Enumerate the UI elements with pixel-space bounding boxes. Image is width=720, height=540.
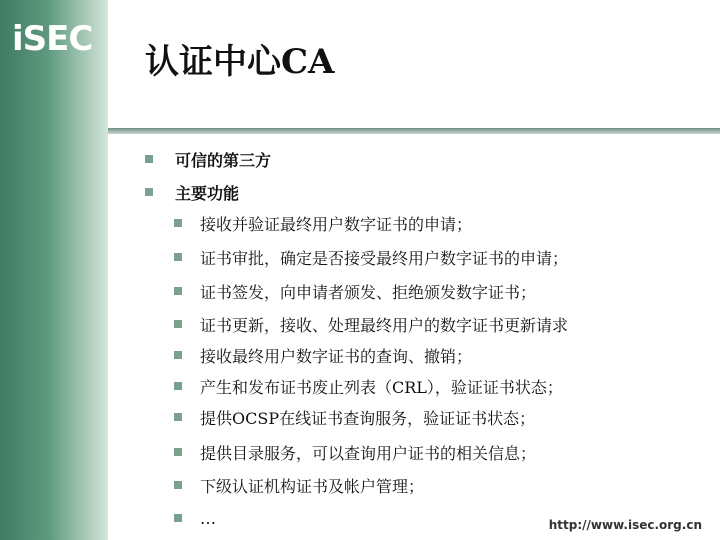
bullet-square-icon: [145, 188, 153, 196]
bullet-square-icon: [145, 155, 153, 163]
bullet-square-icon: [174, 514, 182, 522]
sub-list-item: [174, 505, 216, 531]
list-item-label: 主要功能: [175, 183, 240, 203]
sub-list-item: [174, 210, 472, 236]
sub-list-item: [174, 278, 536, 304]
sub-list-item-label: 下级认证机构证书及帐户管理；: [200, 476, 425, 496]
bullet-square-icon: [174, 287, 182, 295]
bullet-square-icon: [174, 413, 182, 421]
sub-list-item-label: 证书更新，接收、处理最终用户的数字证书更新请求: [200, 315, 569, 335]
bullet-square-icon: [174, 351, 182, 359]
bullet-square-icon: [174, 448, 182, 456]
sub-list-item: [174, 404, 535, 430]
bullet-square-icon: [174, 481, 182, 489]
sub-list-item: [174, 244, 568, 270]
bullet-square-icon: [174, 382, 182, 390]
sub-list-item-label: …: [200, 508, 216, 528]
list-item: [145, 146, 271, 172]
sub-list-item-label: 证书审批，确定是否接受最终用户数字证书的申请；: [200, 248, 569, 268]
sub-list-item-label: 产生和发布证书废止列表（CRL），验证证书状态；: [200, 377, 563, 397]
sub-list-item-label: 提供OCSP在线证书查询服务，验证证书状态；: [200, 408, 536, 428]
isec-logo: iSEC: [12, 19, 93, 59]
sub-list-item: [174, 373, 563, 399]
sub-list-item: [174, 342, 472, 368]
bullet-square-icon: [174, 219, 182, 227]
list-item-label: 可信的第三方: [175, 150, 272, 170]
sub-list-item: [174, 472, 424, 498]
title-divider: [108, 128, 720, 134]
footer-url: http://www.isec.org.cn: [548, 518, 702, 532]
slide-title: 认证中心CA: [145, 42, 335, 82]
sub-list-item: [174, 439, 536, 465]
sub-list-item-label: 提供目录服务，可以查询用户证书的相关信息；: [200, 443, 537, 463]
bullet-square-icon: [174, 253, 182, 261]
sub-list-item-label: 接收并验证最终用户数字证书的申请；: [200, 214, 473, 234]
bullet-square-icon: [174, 320, 182, 328]
sidebar-band: [0, 0, 108, 540]
sub-list-item: [174, 311, 568, 337]
list-item: [145, 179, 239, 205]
sub-list-item-label: 证书签发，向申请者颁发、拒绝颁发数字证书；: [200, 282, 537, 302]
sub-list-item-label: 接收最终用户数字证书的查询、撤销；: [200, 346, 473, 366]
